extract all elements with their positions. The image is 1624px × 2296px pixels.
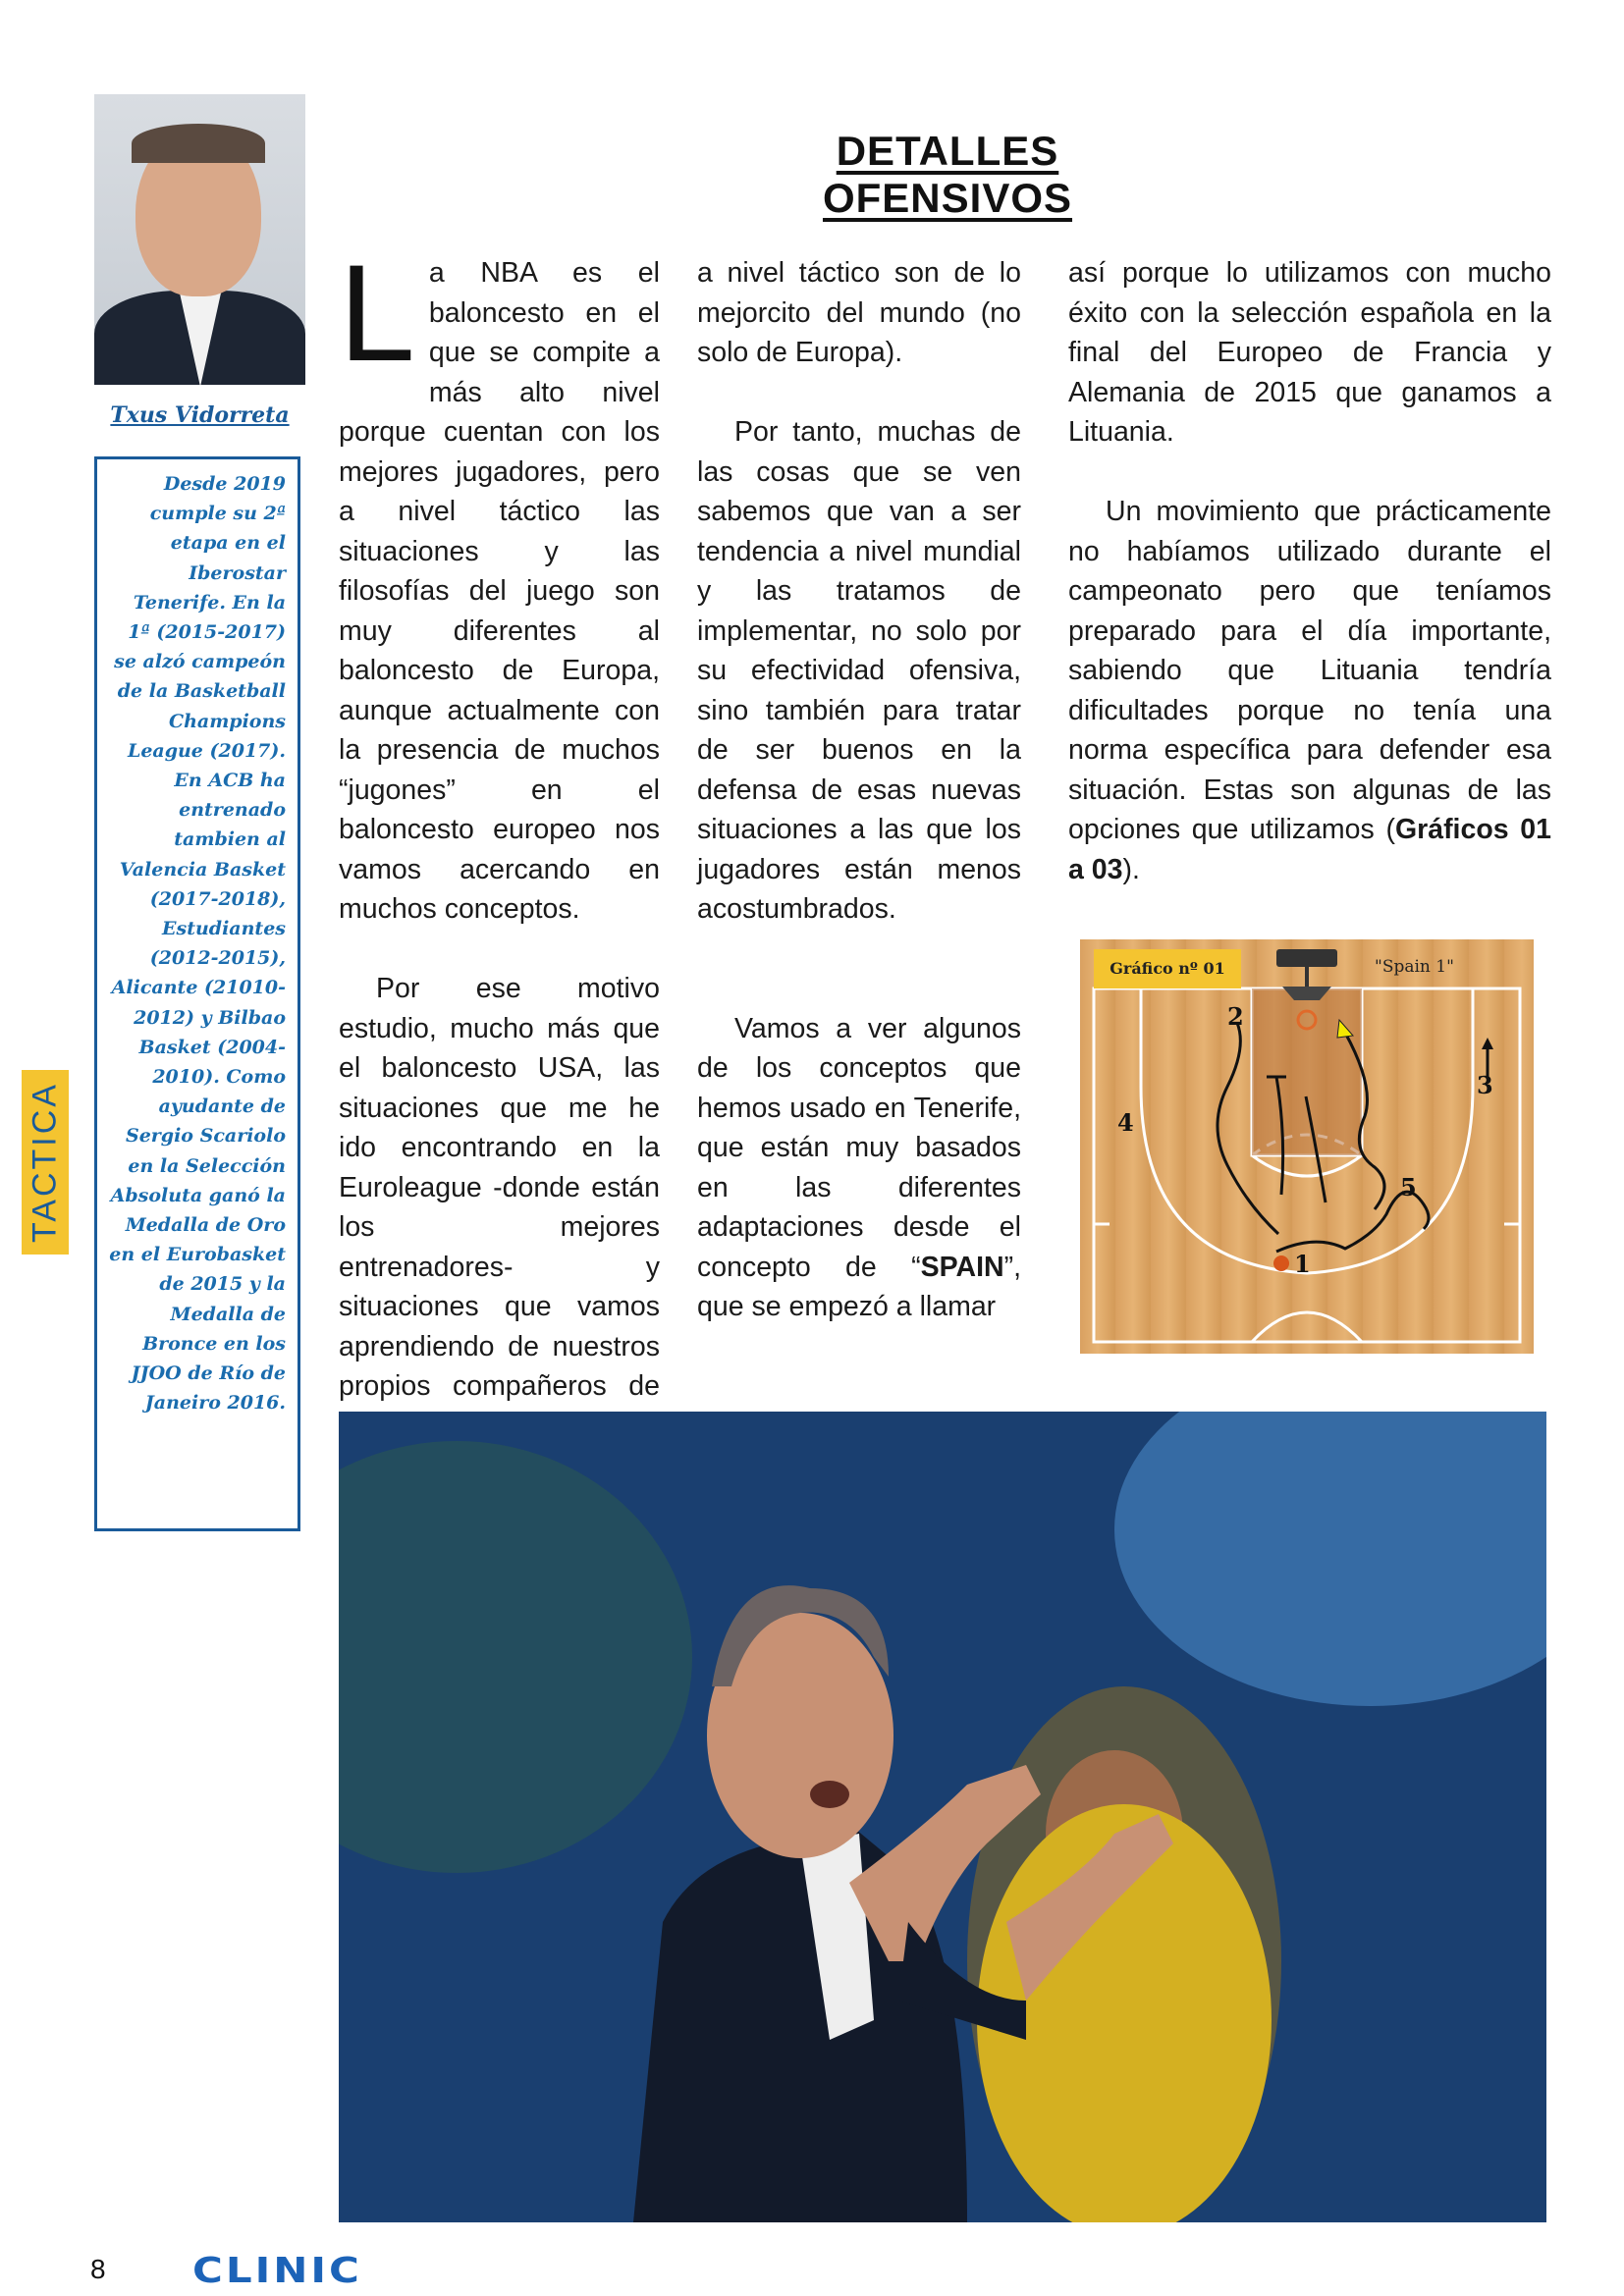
paragraph: La NBA es el baloncesto en el que se compite a más alto nivel porque cuentan con los mejores jugadores, pero a nivel táctico las situaciones y las filosofías del juego son muy diferentes al baloncesto de Europa, aunque actualmente con la presencia de muchos “jugones” en el baloncesto europeo nos vamos acercando en muchos conceptos. <box>339 236 660 925</box>
section-tab-label: TACTICA <box>26 1082 64 1243</box>
player-2: 2 <box>1227 1002 1244 1031</box>
coach-photo <box>339 1412 1546 2222</box>
paragraph: Un movimiento que prácticamente no habíamos utilizado durante el campeonato pero que teníamos preparado para el día importante, sabiendo que Lituania tendría dificultades porque no tenía una norma específica para defender esa situación. Estas son algunas de las opciones que utilizamos (Gráficos 01 a 03). <box>1068 496 1551 885</box>
player-3: 3 <box>1477 1071 1493 1099</box>
paragraph: a nivel táctico son de lo mejorcito del mundo (no solo de Europa). <box>697 257 1021 368</box>
magazine-logo: CLINIC <box>192 2249 362 2291</box>
article-column-3 <box>1068 253 1551 930</box>
player-4: 4 <box>1117 1108 1134 1137</box>
article-column-2 <box>697 253 1021 1366</box>
paragraph: Por ese motivo estudio, mucho más que el baloncesto USA, las situaciones que me he ido encontrando en la Euroleague -donde están los mejores entrenadores- y situaciones que vamos aprendiendo de nuestros propios compañeros de <box>339 973 660 1402</box>
page-number: 8 <box>90 2254 106 2284</box>
diagram-label: Gráfico nº 01 <box>1094 949 1241 988</box>
article-column-1 <box>339 236 660 1486</box>
player-5: 5 <box>1400 1173 1417 1201</box>
court-lines <box>1080 939 1534 1354</box>
paragraph: Por tanto, muchas de las cosas que se ven sabemos que van a ser tendencia a nivel mundial y las tratamos de implementar, no solo por su efectividad ofensiva, sino también para tratar de ser buenos en la defensa de esas nuevas situaciones a las que los jugadores están menos acostumbrados. <box>697 416 1021 925</box>
tactic-diagram <box>1080 939 1534 1354</box>
author-portrait <box>94 94 305 385</box>
paragraph: así porque lo utilizamos con mucho éxito con la selección española en la final del Europeo de Francia y Alemania de 2015 que ganamos a Lituania. <box>1068 257 1551 448</box>
paragraph: Vamos a ver algunos de los conceptos que hemos usado en Tenerife, que están muy basados en las diferentes adaptaciones desde el concepto de “SPAIN”, que se empezó a llamar <box>697 1012 1021 1322</box>
author-bio-box <box>94 456 300 1531</box>
section-tab <box>22 1070 69 1255</box>
author-bio: Desde 2019 cumple su 2ª etapa en el Iberostar Tenerife. En la 1ª (2015-2017) se alzó campeón de la Basketball Champions League (2017). En ACB ha entrenado tambien al Valencia Basket (2017-2018), Estudiantes (2012-2015), Alicante (21010-2012) y Bilbao Basket (2004-2010). Como ayudante de Sergio Scariolo en la Selección Absoluta ganó la Medalla de Oro en el Eurobasket de 2015 y la Medalla de Bronce en los JJOO de Río de Janeiro 2016. <box>109 473 286 1415</box>
author-name: Txus Vidorreta <box>110 402 290 428</box>
diagram-name: "Spain 1" <box>1375 957 1454 977</box>
article-title: DETALLES OFENSIVOS <box>822 128 1073 221</box>
player-1: 1 <box>1294 1250 1311 1278</box>
drop-cap: L <box>339 236 415 390</box>
